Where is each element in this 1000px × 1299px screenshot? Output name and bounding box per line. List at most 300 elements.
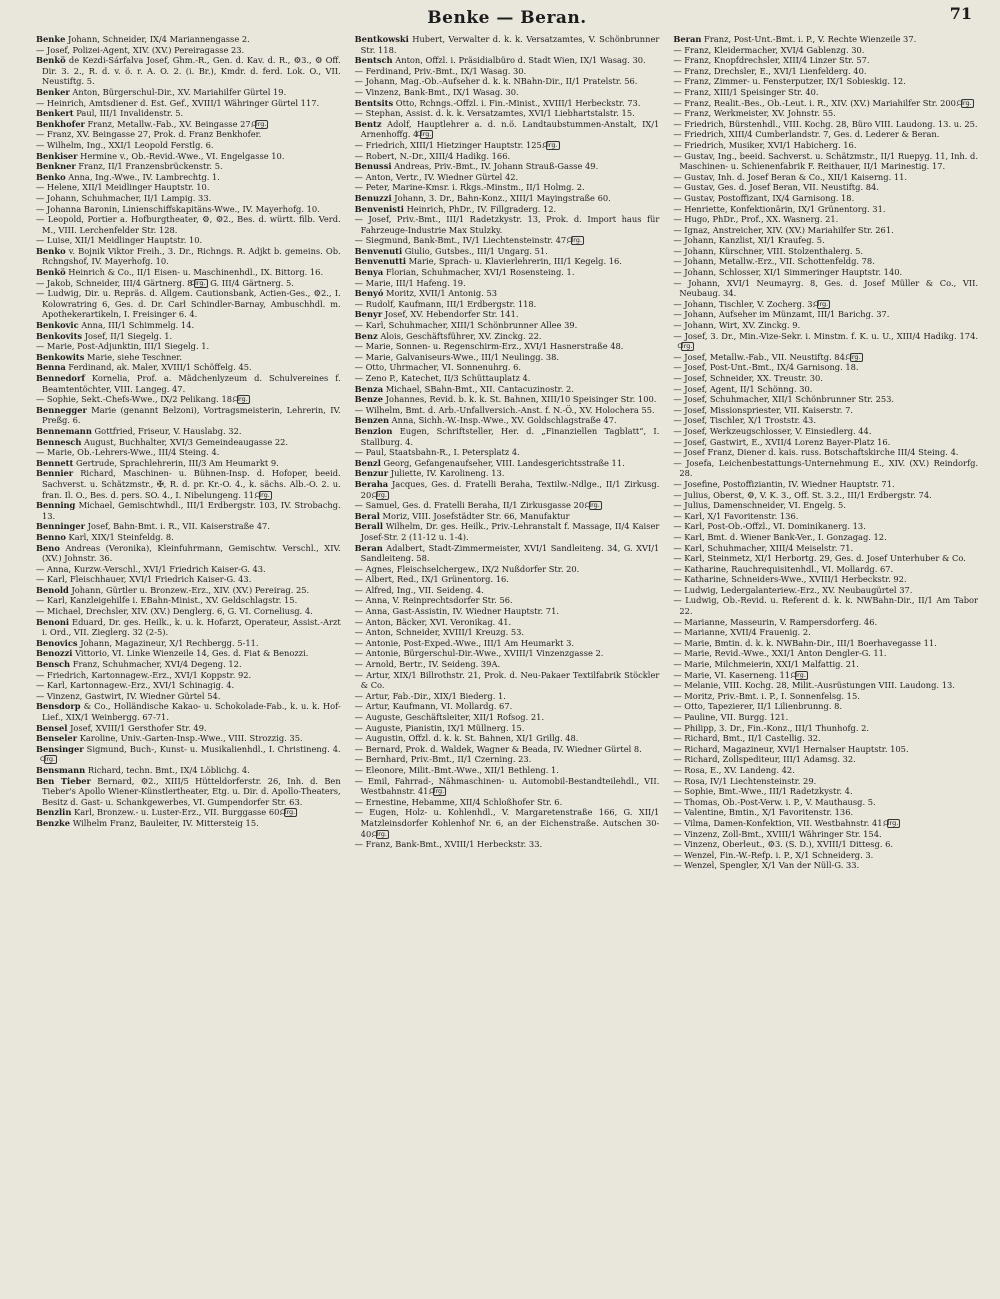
entry-text: — Marie, Bmtin. d. k. k. NWBahn-Dir., III/1 Boerhavegasse 11.: [673, 637, 937, 648]
directory-entry: [36, 733, 341, 744]
entry-text: — Auguste, Pianistin, IX/1 Müllnerg. 15.: [354, 722, 525, 733]
directory-entry: [673, 119, 978, 130]
entry-surname: Benza: [354, 383, 384, 394]
directory-entry: [355, 606, 660, 617]
entry-text: — Antonie, Bürgerschul-Dir.-Wwe., XVIII/1 Vinzenzgasse 2.: [354, 648, 604, 659]
entry-text: — Josefa, Leichenbestattungs-Unternehmung E., XIV. (XV.) Reindorfg. 28.: [673, 457, 979, 479]
directory-entry: [355, 500, 660, 511]
directory-entry: [355, 119, 660, 140]
directory-entry: [673, 829, 978, 840]
directory-entry: [673, 701, 978, 712]
entry-text: Otto, Rchngs.-Offzl. i. Fin.-Minist., XVIII/1 Herbeckstr. 73.: [393, 97, 641, 108]
entry-text: Anna, III/1 Schimmelg. 14.: [78, 320, 195, 331]
clearing-badge: Clrg.: [845, 352, 861, 361]
entry-text: — Franz, Kleidermacher, XVI/4 Gablenzg. 30.: [673, 44, 865, 55]
directory-entry: [355, 76, 660, 87]
directory-entry: [355, 373, 660, 384]
directory-entry: [355, 733, 660, 744]
directory-entry: [36, 320, 341, 331]
entry-text: — Katharine, Schneiders-Wwe., XVIII/1 Herbeckstr. 92.: [673, 574, 907, 585]
entry-text: — Anna, V. Reinprechtsdorfer Str. 56.: [354, 595, 513, 606]
entry-text: — Franz, XV. Beingasse 27, Prok. d. Franz Benkhofer.: [36, 129, 262, 140]
entry-text: — Josef, Post-Unt.-Bmt., IX/4 Garnisong. 18.: [673, 362, 859, 373]
entry-text: Kornelia, Prof. a. Mädchenlyzeum d. Schulvereines f. Beamtentöchter, VIII. Langeg. 47.: [42, 373, 341, 394]
entry-text: Ferdinand, ak. Maler, XVIII/1 Schöffelg. 45.: [65, 362, 252, 373]
entry-text: Franz, Schuhmacher, XVI/4 Degeng. 12.: [70, 659, 242, 670]
directory-entry: [673, 151, 978, 172]
directory-entry: [673, 564, 978, 575]
entry-text: — Ludwig, Ledergalanteriew.-Erz., XV. Neubaugürtel 37.: [673, 584, 913, 595]
directory-entry: [355, 362, 660, 373]
directory-entry: [36, 659, 341, 670]
entry-surname: Bensmann: [36, 764, 86, 775]
directory-entry: [36, 119, 341, 130]
entry-text: — Josef Franz, Diener d. kais. russ. Botschaftskirche III/4 Steing. 4.: [673, 447, 959, 458]
entry-text: — Alfred, Ing., VII. Seideng. 4.: [354, 584, 484, 595]
entry-surname: Berall: [354, 521, 384, 532]
entry-surname: Ben Tieber: [36, 775, 91, 786]
entry-text: Anna, Ing.-Wwe., IV. Lambrechtg. 1.: [65, 171, 220, 182]
entry-text: Josef, Bahn-Bmt. i. R., VII. Kaiserstraße 47.: [85, 521, 270, 532]
entry-text: Karoline, Univ.-Garten-Insp.-Wwe., VIII. Strozzig. 35.: [77, 733, 303, 744]
entry-surname: Benussi: [354, 161, 392, 172]
directory-entry: [673, 447, 978, 458]
directory-entry: [673, 235, 978, 246]
entry-text: Josef, XV. Hebendorfer Str. 141.: [382, 309, 519, 320]
entry-text: — Marianne, XVII/4 Frauenig. 2.: [673, 627, 811, 638]
entry-text: — Thomas, Ob.-Post-Verw. i. P., V. Mauthausg. 5.: [673, 796, 876, 807]
entry-text: — Josef, Polizei-Agent, XIV. (XV.) Pereiragasse 23.: [36, 44, 245, 55]
entry-text: — Agnes, Fleischselchergew., IX/2 Nußdorfer Str. 20.: [354, 563, 580, 574]
entry-text: Adalbert, Stadt-Zimmermeister, XVI/1 Sandleiteng. 34, G. XVI/1 Sandleiteng. 58.: [360, 542, 660, 564]
directory-entry: [36, 267, 341, 278]
directory-entry: [355, 468, 660, 479]
entry-surname: Benzen: [354, 415, 390, 426]
directory-entry: [355, 246, 660, 257]
directory-entry: [355, 765, 660, 776]
entry-text: Johann, 3. Dr., Bahn-Konz., XIII/1 Mayingstraße 60.: [391, 192, 611, 203]
directory-entry: [673, 807, 978, 818]
directory-entry: [673, 373, 978, 384]
entry-surname: Benze: [354, 394, 383, 405]
column-1: [36, 34, 341, 871]
entry-text: & Co., Holländische Kakao- u. Schokolade-Fab., k. u. k. Hof-Lief., XIX/1 Weinbergg. 67-71.: [42, 701, 341, 722]
directory-entry: [36, 564, 341, 575]
entry-text: — Otto, Tapezierer, II/1 Lilienbrunng. 8.: [673, 701, 843, 712]
entry-text: — Gustav, Inh. d. Josef Beran & Co., XII/1 Kaiserng. 11.: [673, 171, 908, 182]
entry-surname: Benoni: [36, 616, 70, 627]
directory-entry: [355, 807, 660, 839]
entry-text: — Eugen, Holz- u. Kohlenhdl., V. Margaretenstraße 166, G. XII/1 Matzleinsdorfer Kohlenhof Nr. 6, an der Eichenstraße. Autschen 30-40.: [354, 807, 660, 839]
entry-text: — Karl, X/1 Favoritenstr. 136.: [673, 510, 799, 521]
entry-text: — Peter, Marine-Kmsr. i. Rkgs.-Minstm., II/1 Holmg. 2.: [354, 182, 585, 193]
directory-entry: [673, 55, 978, 66]
directory-entry: [673, 786, 978, 797]
entry-text: — Vinzenz, Zoll-Bmt., XVIII/1 Währinger Str. 154.: [673, 828, 882, 839]
directory-entry: [355, 172, 660, 183]
directory-entry: [673, 76, 978, 87]
entry-text: — Artur, XIX/1 Billrothstr. 21, Prok. d. Neu-Pakaer Textilfabrik Stöckler & Co.: [354, 669, 660, 691]
directory-entry: [673, 797, 978, 808]
directory-entry: [36, 352, 341, 363]
directory-entry: [355, 320, 660, 331]
directory-entry: [36, 204, 341, 215]
directory-entry: [673, 129, 978, 140]
entry-text: — Franz, Knopfdrechsler, XIII/4 Linzer Str. 57.: [673, 55, 870, 66]
entry-text: — Anton, Vertr., IV. Wiedner Gürtel 42.: [354, 171, 519, 182]
directory-entry: [36, 98, 341, 109]
entry-text: — Marie, III/1 Hafeng. 19.: [354, 277, 466, 288]
entry-surname: Benold: [36, 584, 69, 595]
entry-surname: Bensel: [36, 722, 68, 733]
entry-surname: Benvenutti: [354, 256, 406, 267]
entry-surname: Bentsits: [354, 97, 394, 108]
directory-entry: [355, 659, 660, 670]
directory-entry: [355, 479, 660, 500]
clearing-badge: Clrg.: [883, 818, 899, 827]
entry-text: — Samuel, Ges. d. Fratelli Beraha, II/1 Zirkusgasse 20.: [354, 500, 587, 511]
entry-text: — Karl, Fleischhauer, XVI/1 Friedrich Kaiser-G. 43.: [36, 574, 252, 585]
directory-entry: [355, 331, 660, 342]
entry-surname: Benzl: [354, 457, 381, 468]
directory-entry: [36, 140, 341, 151]
entry-surname: Benkö: [36, 55, 66, 66]
entry-text: — Anna, Gast-Assistin, IV. Wiedner Hauptstr. 71.: [354, 606, 559, 617]
directory-entry: [673, 490, 978, 501]
entry-text: Juliette, IV. Karolineng. 13.: [388, 468, 505, 479]
entry-text: — Josef, Priv.-Bmt., III/1 Radetzkystr. 13, Prok. d. Import haus für Fahrzeuge-Industrie Max Stulzky.: [354, 214, 660, 235]
entry-text: — Wilhelm, Bmt. d. Arb.-Unfallversich.-Anst. f. N.-Ö., XV. Holochera 55.: [354, 404, 655, 415]
entry-text: — Josef, Missionspriester, VII. Kaiserstr. 7.: [673, 404, 853, 415]
directory-entry: [673, 320, 978, 331]
entry-text: Moriz, VIII. Josefstädter Str. 66, Manufaktur: [379, 510, 570, 521]
directory-entry: [36, 437, 341, 448]
directory-entry: [355, 754, 660, 765]
directory-entry: [673, 394, 978, 405]
entry-surname: Benninger: [36, 521, 85, 532]
entry-text: — Ignaz, Anstreicher, XIV. (XV.) Mariahilfer Str. 261.: [673, 224, 894, 235]
entry-text: — Julius, Damenschneider, VI. Engelg. 5.: [673, 500, 846, 511]
entry-text: — Luise, XII/1 Meidlinger Hauptstr. 10.: [36, 235, 203, 246]
directory-entry: [36, 458, 341, 469]
entry-text: — Vinzenz, Bank-Bmt., IX/1 Wasag. 30.: [354, 86, 519, 97]
directory-entry: [673, 638, 978, 649]
directory-entry: [673, 553, 978, 564]
entry-surname: Benyó: [354, 288, 384, 299]
page-number: 71: [949, 4, 972, 23]
entry-surname: Benseler: [36, 733, 78, 744]
directory-entry: [355, 543, 660, 564]
entry-text: — Karl, Steinmetz, XI/1 Herbortg. 29, Ges. d. Josef Unterhuber & Co.: [673, 553, 966, 564]
clearing-badge: Clrg.: [566, 236, 582, 245]
entry-surname: Benzion: [354, 425, 393, 436]
entry-text: Johann, Gürtler u. Bronzew.-Erz., XIV. (XV.) Pereirag. 25.: [68, 584, 310, 595]
directory-entry: [36, 670, 341, 681]
directory-entry: [36, 108, 341, 119]
directory-entry: [36, 129, 341, 140]
directory-entry: [355, 66, 660, 77]
directory-entry: [355, 352, 660, 363]
entry-text: — Anton, Schneider, XVIII/1 Kreuzg. 53.: [354, 627, 525, 638]
entry-text: v. Bojnik Viktor Freih., 3. Dr., Richngs. R. Adjkt b. gemeins. Ob. Rchngshof, IV. Mayerhofg. 10.: [42, 245, 341, 267]
directory-entry: [36, 55, 341, 87]
directory-entry: [673, 627, 978, 638]
directory-entry: [355, 744, 660, 755]
directory-entry: [36, 776, 341, 808]
entry-text: — Karl, Post-Ob.-Offzl., VI. Dominikanerg. 13.: [673, 521, 866, 532]
entry-text: — Philipp, 3. Dr., Fin.-Konz., III/1 Thunhofg. 2.: [673, 722, 870, 733]
directory-entry: [36, 500, 341, 521]
entry-text: — Marie, Ob.-Lehrers-Wwe., III/4 Steing. 4.: [36, 447, 220, 458]
entry-surname: Benuzzi: [354, 192, 392, 203]
entry-surname: Benkert: [36, 108, 74, 119]
entry-text: — Zeno P., Katechet, II/3 Schüttauplatz 4.: [354, 373, 531, 383]
entry-surname: Benna: [36, 362, 66, 373]
entry-text: Franz, Post-Unt.-Bmt. i. P., V. Rechte Wienzeile 37.: [701, 34, 917, 44]
clearing-badge: Clrg.: [677, 342, 693, 351]
directory-entry: [355, 214, 660, 235]
directory-entry: [355, 267, 660, 278]
entry-text: — Hugo, PhDr., Prof., XX. Wasnerg. 21.: [673, 214, 839, 225]
directory-entry: [355, 161, 660, 172]
directory-entry: [355, 701, 660, 712]
directory-entry: [36, 648, 341, 659]
entry-text: — Karl, Kartonnagew.-Erz., XVI/1 Schinagig. 4.: [36, 680, 235, 691]
entry-text: — Leopold, Portier a. Hofburgtheater, ⚙, ⚙2., Bes. d. württ. filb. Verd. M., VIII. Lerchenfelder Str. 128.: [36, 214, 341, 235]
entry-text: — Anton, Bäcker, XVI. Veronikag. 41.: [354, 616, 512, 627]
entry-surname: Benkovits: [36, 330, 83, 341]
entry-text: — Franz, Zimmer- u. Fensterputzer, IX/1 Sobieskig. 12.: [673, 76, 906, 87]
entry-surname: Benzlin: [36, 807, 72, 818]
directory-entry: [355, 140, 660, 151]
entry-surname: Bentsch: [354, 55, 393, 66]
entry-text: — Marie, Sonnen- u. Regenschirm-Erz., XVI/1 Hasnerstraße 48.: [354, 341, 624, 352]
entry-surname: Bennett: [36, 457, 74, 468]
entry-text: — Josef, 3. Dr., Min.-Vize-Sekr. i. Minstm. f. K. u. U., XIII/4 Hadikg. 174.: [673, 330, 979, 341]
directory-entry: [36, 595, 341, 606]
directory-entry: [355, 648, 660, 659]
entry-text: Moritz, XVII/1 Antonig. 53: [383, 288, 498, 299]
directory-entry: [355, 617, 660, 628]
directory-entry: [36, 151, 341, 162]
entry-text: — Anna, Kurzw.-Verschl., XVI/1 Friedrich Kaiser-G. 43.: [36, 563, 266, 574]
directory-entry: [673, 511, 978, 522]
entry-text: — Vinzenz, Oberleut., ⚙3. (S. D.), XVIII/1 Dittesg. 6.: [673, 839, 894, 850]
entry-text: — Stephan, Assist. d. k. k. Versatzamtes, XVI/1 Liebhartstalstr. 15.: [354, 108, 635, 119]
entry-text: — Gustav, Ing., beeid. Sachverst. u. Schätzmstr., II/1 Ruepyg. 11, Inh. d. Maschinen- u. Schienenfabrik F. Reithauer, II/1 Marinestig. 17.: [673, 150, 979, 172]
clearing-badge: Clrg.: [429, 787, 445, 796]
entry-text: — Friedrich, XIII/4 Cumberlandstr. 7, Ges. d. Lederer & Beran.: [673, 129, 940, 140]
directory-entry: [355, 394, 660, 405]
entry-text: Eugen, Schriftsteller, Her. d. „Finanziellen Tagblatt“, I. Stallburg. 4.: [360, 425, 660, 447]
running-title: Benke — Beran.: [427, 8, 587, 28]
entry-surname: Bennedorf: [36, 373, 85, 383]
entry-text: — Friedrich, XIII/1 Hietzinger Hauptstr. 125.: [354, 139, 545, 150]
entry-text: — Ernestine, Hebamme, XII/4 Schloßhofer Str. 6.: [354, 796, 563, 807]
entry-text: — Ludwig, Ob.-Revid. u. Referent d. k. k. NWBahn-Dir., II/1 Am Tabor 22.: [673, 595, 979, 617]
column-3: [673, 34, 978, 871]
entry-text: — Henriette, Konfektionärin, IX/1 Grünentorg. 31.: [673, 203, 886, 214]
directory-entry: [36, 521, 341, 532]
entry-text: — Marie, Post-Adjunktin, III/1 Siegelg. 1.: [36, 341, 210, 352]
entry-text: — Franz, Realit.-Bes., Ob.-Leut. i. R., XIV. (XV.) Mariahilfer Str. 200.: [673, 97, 959, 108]
entry-text: — Josef, Gastwirt, E., XVII/4 Lorenz Bayer-Platz 16.: [673, 436, 891, 447]
directory-entry: [355, 235, 660, 246]
directory-entry: [36, 701, 341, 722]
directory-entry: [673, 670, 978, 681]
directory-entry: [673, 585, 978, 596]
entry-text: Adolf, Hauptlehrer a. d. n.ö. Landtaubstummen-Anstalt, IX/1 Arnenhoffg. 4: [360, 118, 660, 140]
directory-entry: [355, 691, 660, 702]
directory-entry: [673, 543, 978, 554]
entry-surname: Benzke: [36, 817, 71, 828]
directory-entry: [355, 797, 660, 808]
directory-entry: [36, 246, 341, 267]
entry-text: — Wenzel, Fin.-W.-Refp. i. P., X/1 Schneiderg. 3.: [673, 849, 874, 860]
directory-entry: [673, 617, 978, 628]
directory-entry: [673, 659, 978, 670]
directory-entry: [36, 34, 341, 45]
entry-text: — Gustav, Postoffizant, IX/4 Garnisong. 18.: [673, 192, 855, 203]
entry-text: Karl, XIX/1 Steinfeldg. 8.: [65, 531, 174, 542]
entry-text: — Josef, Schneider, XX. Treustr. 30.: [673, 373, 823, 383]
entry-text: Heinrich & Co., II/1 Eisen- u. Maschinenhdl., IX. Bittorg. 16.: [65, 267, 324, 278]
directory-entry: [355, 193, 660, 204]
entry-text: — Johann, Schlosser, XI/1 Simmeringer Hauptstr. 140.: [673, 267, 903, 278]
directory-entry: [36, 235, 341, 246]
entry-text: — Artur, Kaufmann, VI. Mollardg. 67.: [354, 701, 513, 712]
entry-surname: Benz: [354, 330, 378, 341]
entry-text: — Emil, Fahrrad-, Nähmaschinen- u. Automobil-Bestandteilehdl., VII. Westbahnstr. 41.: [354, 775, 660, 797]
directory-entry: [355, 341, 660, 352]
directory-entry: [36, 362, 341, 373]
directory-entry: [36, 373, 341, 394]
clearing-badge: Clrg.: [40, 755, 56, 764]
entry-text: Johann, Schneider, IX/4 Mariannengasse 2.: [65, 34, 250, 44]
entry-surname: Benko: [36, 245, 66, 256]
entry-surname: Benke: [36, 34, 66, 44]
directory-entry: [36, 45, 341, 56]
directory-entry: [355, 426, 660, 447]
entry-text: — Katharine, Rauchrequisitenhdl., VI. Mollardg. 67.: [673, 563, 894, 574]
directory-entry: [36, 288, 341, 320]
directory-entry: [673, 214, 978, 225]
entry-text: Bernard, ⚙2., XIII/5 Hütteldorferstr. 26, Inh. d. Ben Tieber's Apollo Wiener-Künstlertheater, Etg. u. Dir. d. Apollo-Theaters, Besitz d. Gast- u. Schankgewerbes, VI. Gumpendorfer Str. 63.: [42, 775, 341, 807]
entry-surname: Beral: [354, 510, 380, 521]
entry-text: — Otto, Uhrmacher, VI. Sonnenuhrg. 6.: [354, 362, 522, 373]
entry-surname: Benya: [354, 267, 384, 278]
directory-entry: [673, 723, 978, 734]
entry-text: Georg, Gefangenaufseher, VIII. Landesgerichtsstraße 11.: [380, 457, 625, 468]
entry-text: Wilhelm, Dr. ges. Heilk., Priv.-Lehranstalt f. Massage, II/4 Kaiser Josef-Str. 2 (11-12 u. 1-4).: [360, 521, 660, 542]
entry-text: — Rosa, IV/1 Liechtensteinstr. 29.: [673, 775, 817, 786]
directory-entry: [673, 680, 978, 691]
directory-entry: [673, 426, 978, 437]
entry-text: — Friedrich, Kartonnagew.-Erz., XVI/1 Koppstr. 92.: [36, 669, 252, 680]
entry-surname: Beraha: [354, 478, 389, 489]
directory-entry: [36, 818, 341, 829]
entry-text: — Karl, Schuhmacher, XIII/1 Schönbrunner Allee 39.: [354, 320, 578, 331]
directory-entry: [36, 744, 341, 765]
directory-entry: [36, 426, 341, 437]
directory-entry: [673, 850, 978, 861]
directory-entry: [355, 256, 660, 267]
directory-entry: [673, 384, 978, 395]
directory-entry: [36, 585, 341, 596]
directory-entry: [673, 532, 978, 543]
entry-text: Johann, Magazineur, X/1 Rechbergg. 5-11.: [77, 637, 259, 648]
entry-text: — Franz, Werkmeister, XV. Johnstr. 55.: [673, 108, 836, 119]
entry-text: — Marie, Galvaniseurs-Wwe., III/1 Neulingg. 38.: [354, 351, 560, 362]
entry-text: — Marie, VI. Kaserneng. 11.: [673, 669, 793, 680]
entry-text: Franz, II/1 Franzensbrückenstr. 5.: [75, 161, 223, 172]
entry-text: — Johann, Tischler, V. Zocherg. 3.: [673, 298, 816, 309]
entry-text: Heinrich, PhDr., IV. Fillgraderg. 12.: [403, 203, 557, 214]
directory-entry: [355, 712, 660, 723]
entry-text: — Johann, Aufseher im Münzamt, III/1 Barichg. 37.: [673, 309, 890, 320]
entry-text: — Heinrich, Amtsdiener d. Est. Gef., XVIII/1 Währinger Gürtel 117.: [36, 97, 320, 108]
entry-surname: Benker: [36, 86, 70, 97]
clearing-badge: Clrg.: [416, 130, 432, 139]
entry-surname: Benkner: [36, 161, 76, 172]
entry-text: — Augustin, Offzl. d. k. k. St. Bahnen, XI/1 Grillg. 48.: [354, 733, 579, 744]
directory-entry: [673, 299, 978, 310]
entry-text: — Antonie, Post-Exped.-Wwe., III/1 Am Heumarkt 3.: [354, 637, 575, 648]
directory-entry: [673, 87, 978, 98]
entry-text: — Josef, Werkzeugschlosser, V. Einsiedlerg. 44.: [673, 425, 872, 436]
entry-text-continued: G. III/4 Gärtnerg. 5.: [207, 277, 294, 288]
entry-text: — Ferdinand, Priv.-Bmt., IX/1 Wasag. 30.: [354, 65, 527, 76]
directory-entry: [673, 595, 978, 616]
clearing-badge: Clrg.: [956, 98, 972, 107]
directory-entry: [36, 193, 341, 204]
directory-entry: [673, 204, 978, 215]
directory-entry: [355, 723, 660, 734]
entry-text: Sigmund, Buch-, Kunst- u. Musikalienhdl., I. Christineng. 4.: [83, 743, 341, 754]
directory-entry: [673, 458, 978, 479]
directory-entry: [36, 182, 341, 193]
directory-entry: [36, 405, 341, 426]
entry-surname: Bensinger: [36, 743, 84, 754]
directory-entry: [355, 521, 660, 542]
entry-surname: Bensch: [36, 659, 71, 670]
directory-entry: [36, 765, 341, 776]
entry-text: — Johann, XVI/1 Neumayrg. 8, Ges. d. Josef Müller & Co., VII. Neubaug. 34.: [673, 277, 979, 299]
entry-surname: Benko: [36, 171, 66, 182]
directory-entry: [673, 98, 978, 109]
directory-entry: [355, 182, 660, 193]
entry-text: — Helene, XII/1 Meidlinger Hauptstr. 10.: [36, 182, 210, 193]
directory-entry: [355, 776, 660, 797]
entry-text: — Rosa, E., XV. Landeng. 42.: [673, 764, 795, 775]
directory-entry: [673, 733, 978, 744]
directory-entry: [673, 108, 978, 119]
entry-text: — Melanie, VIII. Kochg. 28, Milit.-Ausrüstungen VIII. Laudong. 13.: [673, 680, 955, 691]
directory-entry: [673, 818, 978, 829]
entry-text: — Jakob, Schneider, III/4 Gärtnerg. 8: [36, 277, 193, 288]
entry-text: Marie (genannt Belzoni), Vortragsmeisterin, Lehrerin, IV. Preßg. 6.: [42, 404, 341, 426]
directory-entry: [673, 309, 978, 320]
entry-text: — Friedrich, Musiker, XVI/1 Habicherg. 16.: [673, 139, 857, 150]
entry-text: Richard, Maschinen- u. Bühnen-Insp. d. Hofoper, beeid. Sachverst. u. Schätzmstr., ✠, R. d. pr. Kr.-O. 4., k. sächs. Alb.-O. 2. u. fran. Il. O., Bes. d. pers. SO. 4., I. Nibelungeng. 11.: [42, 468, 341, 500]
entry-text: — Rudolf, Kaufmann, III/1 Erdbergstr. 118.: [354, 298, 537, 309]
directory-entry: [355, 299, 660, 310]
entry-surname: Beran: [354, 542, 383, 553]
entry-text: — Robert, N.-Dr., XIII/4 Hadikg. 166.: [354, 150, 511, 161]
entry-text: — Josef, Schuhmacher, XII/1 Schönbrunner Str. 253.: [673, 394, 895, 405]
entry-text: — Johann, Wirt, XV. Zinckg. 9.: [673, 320, 801, 331]
entry-text: — Siegmund, Bank-Bmt., IV/1 Liechtensteinstr. 47.: [354, 235, 569, 246]
